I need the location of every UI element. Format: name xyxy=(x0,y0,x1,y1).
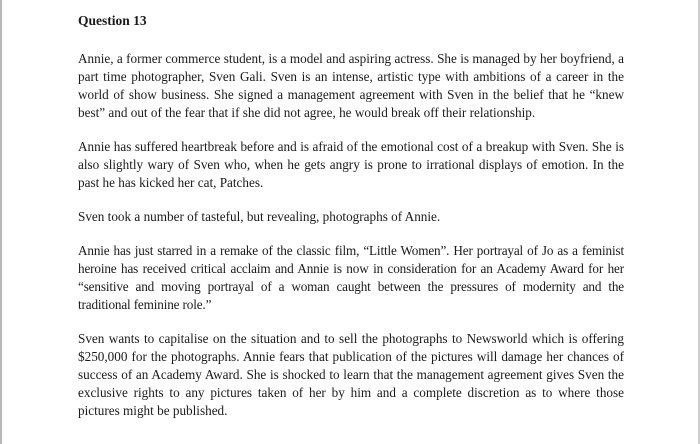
paragraph-3: Sven took a number of tasteful, but revealing, photographs of Annie. xyxy=(78,209,441,224)
document-page xyxy=(78,12,624,436)
question-title: Question 13 xyxy=(78,13,147,28)
page-edge-left xyxy=(0,0,2,444)
paragraph-2: Annie has suffered heartbreak before and is afraid of the emotional cost of a breakup with Sven. She is also slightly wary of Sven who, when he gets angry is prone to irrational displays of emotion. In the past he has kicked her cat, Patches. xyxy=(78,139,624,190)
paragraph-1: Annie, a former commerce student, is a model and aspiring actress. She is managed by her boyfriend, a part time photographer, Sven Gali. Sven is an intense, artistic type with ambitions of a career in the world of show business. She signed a management agreement with Sven in the belief that he “knew best” and out of the fear that if she did not agree, he would break off their relationship. xyxy=(78,51,624,120)
paragraph-4: Annie has just starred in a remake of the classic film, “Little Women”. Her portrayal of Jo as a feminist heroine has received critical acclaim and Annie is now in consideration for an Academy Award for her “sensitive and moving portrayal of a woman caught between the pressures of modernity and the traditional feminine role.” xyxy=(78,243,624,312)
paragraph-5: Sven wants to capitalise on the situation and to sell the photographs to Newsworld which is offering $250,000 for the photographs. Annie fears that publication of the pictures will damage her chances of success of an Academy Award. She is shocked to learn that the management agreement gives Sven the exclusive rights to any pictures taken of her by him and a complete discretion as to where those pictures might be published. xyxy=(78,331,624,418)
